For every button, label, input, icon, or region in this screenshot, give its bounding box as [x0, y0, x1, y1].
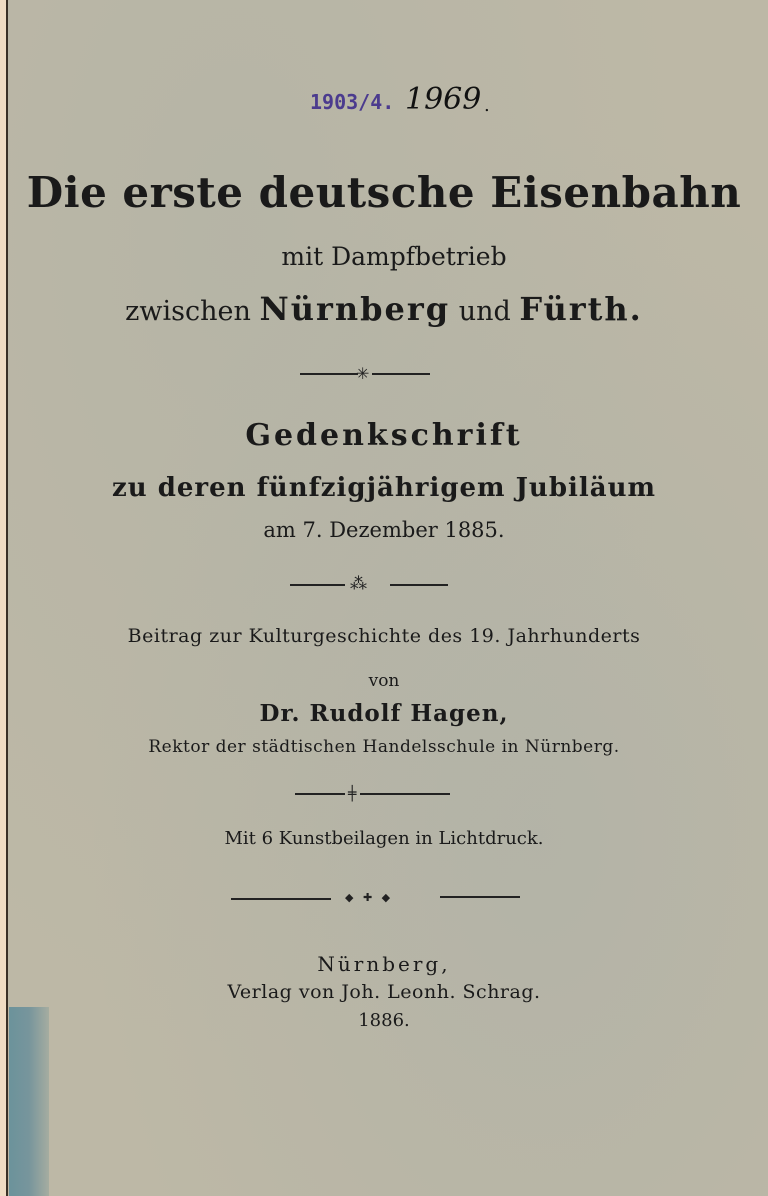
- ornament-rule-left: [290, 584, 345, 586]
- by-line: von: [368, 671, 400, 691]
- publication-year: 1886.: [358, 1010, 410, 1031]
- subtitle-line-2: [0, 290, 768, 328]
- ornament-rule-right: [360, 793, 450, 795]
- flourish-ornament-icon: ⁂: [350, 574, 369, 594]
- library-stamp: 1903/4.: [310, 90, 395, 114]
- subtitle-prefix: zwischen: [125, 296, 251, 327]
- heading-gedenkschrift: Gedenkschrift: [245, 418, 523, 453]
- ornament-rule-left: [295, 793, 345, 795]
- publisher-city: Nürnberg,: [317, 952, 451, 976]
- heading-date: am 7. Dezember 1885.: [263, 518, 505, 542]
- ornament-rule-right: [440, 896, 520, 898]
- document-title: Die erste deutsche Eisenbahn: [26, 168, 742, 217]
- subtitle-line-1: mit Dampfbetrieb: [281, 242, 507, 271]
- author-name: Dr. Rudolf Hagen,: [259, 700, 509, 727]
- vine-ornament-icon: ◆ ✚ ◆: [345, 891, 394, 904]
- ornament-rule-left: [231, 898, 331, 900]
- star-ornament-icon: ✳: [356, 364, 370, 383]
- divider-ornament-icon: ╪: [348, 786, 357, 802]
- heading-jubilaeum: zu deren fünfzigjährigem Jubiläum: [111, 473, 657, 503]
- author-title: Rektor der städtischen Handelsschule in Nürnberg.: [148, 737, 620, 757]
- supplements-line: Mit 6 Kunstbeilagen in Lichtdruck.: [224, 828, 544, 849]
- library-tape: [9, 1007, 49, 1196]
- handwritten-number: 1969: [405, 82, 482, 117]
- publisher-name: Verlag von Joh. Leonh. Schrag.: [227, 981, 541, 1003]
- ornament-rule-right: [390, 584, 448, 586]
- city-nuernberg: Nürnberg: [259, 290, 451, 328]
- ornament-rule-left: [300, 373, 358, 375]
- city-fuerth: Fürth.: [519, 290, 643, 328]
- ornament-rule-right: [372, 373, 430, 375]
- handwritten-mark: .: [484, 95, 490, 116]
- subtitle-and: und: [458, 296, 511, 327]
- contribution-line: Beitrag zur Kulturgeschichte des 19. Jahrhunderts: [127, 625, 641, 647]
